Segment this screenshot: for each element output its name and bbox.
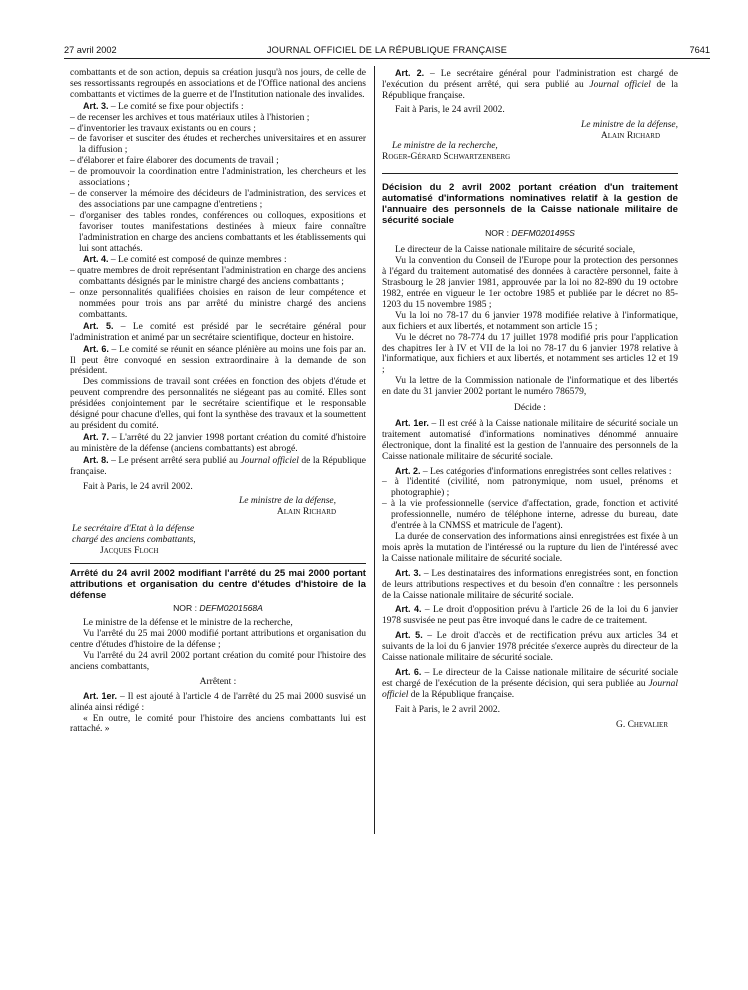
- decision-preamble: Le directeur de la Caisse nationale militaire de sécurité sociale,: [395, 245, 636, 256]
- journal-officiel-ref: Journal officiel: [382, 678, 678, 700]
- article-4-label: Art. 4.: [83, 254, 109, 265]
- decision-visa: Vu la lettre de la Commission nationale de l'informatique et des libertés en date du 31 janvier 2002 portant le numéro 786579,: [382, 376, 678, 398]
- article-7: [70, 432, 366, 455]
- decision-article-5-text: – Le droit d'accès et de rectification prévu aux articles 34 et suivants de la loi du 6 janvier 1978 précitée s'exerce auprès du directeur de la Caisse nationale militaire de sécurité sociale.: [382, 631, 678, 664]
- article-5: [70, 321, 366, 344]
- article-6: [70, 344, 366, 378]
- list-item: – quatre membres de droit représentant l'administration en charge des anciens combattants désignés par le ministre chargé des anciens combattants ;: [70, 266, 366, 288]
- arrete-preamble: Le ministre de la défense et le ministre de la recherche,: [83, 618, 293, 629]
- article-5-text: – Le comité est présidé par le secrétaire général pour l'administration et animé par un secrétaire scientifique, docteur en histoire.: [70, 321, 366, 343]
- article-5-label: Art. 5.: [83, 320, 114, 331]
- decision-article-5: [382, 630, 678, 664]
- signature-date: Fait à Paris, le 2 avril 2002.: [395, 704, 501, 715]
- decision-article-1: [382, 418, 678, 463]
- nor-label: NOR :: [173, 603, 200, 614]
- signatory-title: chargé des anciens combattants,: [72, 535, 196, 546]
- signatory-name: Jacques Floch: [100, 546, 159, 557]
- decision-article-2: [382, 466, 678, 478]
- arretent: Arrêtent :: [199, 676, 237, 687]
- decision-article-6-label: Art. 6.: [395, 666, 422, 677]
- decide: Décide :: [514, 403, 546, 414]
- journal-officiel-ref: Journal officiel: [240, 455, 299, 466]
- decision-article-3: [382, 568, 678, 602]
- running-header: [64, 44, 710, 59]
- arrete-visa: Vu l'arrêté du 24 avril 2002 portant création du comité pour l'histoire des anciens combattants,: [70, 650, 366, 672]
- decision-article-6-text: – Le directeur de la Caisse nationale militaire de sécurité sociale est chargé de l'exécution de la présente décision, qui sera publiée au: [382, 667, 678, 689]
- decision-visa: Vu le décret no 78-774 du 17 juillet 1978 modifié pris pour l'application des chapitres Ier à IV et VII de la loi no 78-17 du 6 janvier 1978 relative à l'informatique, aux fichiers et aux libertés, et notamment ses articles 12 et 19 ;: [382, 332, 678, 376]
- article-7-label: Art. 7.: [83, 431, 109, 442]
- article-2-text: – Le secrétaire général pour l'administration est chargé de l'exécution du présent arrêté, qui sera publié au: [382, 69, 678, 90]
- article-3-list: [70, 113, 366, 255]
- section-separator: [382, 173, 678, 174]
- decision-article-2-paragraph-2: La durée de conservation des informations ainsi enregistrées est fixée à un mois après la mutation de l'intéressé ou la rupture du lien de l'intéressé avec la Caisse nationale militaire de sécurité sociale.: [382, 532, 678, 564]
- column-divider: [374, 66, 375, 834]
- article-8-label: Art. 8.: [83, 454, 109, 465]
- arrete-quote: « En outre, le comité pour l'histoire des anciens combattants lui est rattaché. »: [70, 713, 366, 735]
- list-item: – de promouvoir la coordination entre l'administration, les chercheurs et les associations ;: [70, 167, 366, 189]
- signatory-title: Le ministre de la défense,: [580, 119, 678, 130]
- article-6-label: Art. 6.: [83, 343, 109, 354]
- article-3: [70, 101, 366, 113]
- left-column: [70, 68, 366, 735]
- article-3-text: – Le comité se fixe pour objectifs :: [108, 101, 244, 112]
- article-4-text: – Le comité est composé de quinze membres :: [108, 255, 287, 266]
- list-item: – à l'identité (civilité, nom patronymique, nom usuel, prénoms et photographie) ;: [382, 477, 678, 499]
- arrete-article-1: [70, 691, 366, 714]
- header-title: JOURNAL OFFICIEL DE LA RÉPUBLIQUE FRANÇAISE: [266, 45, 508, 55]
- article-8: [70, 455, 366, 478]
- signatory-name: G. Chevalier: [615, 719, 668, 730]
- decision-visa: Vu la convention du Conseil de l'Europe pour la protection des personnes à l'égard du traitement automatisé des données à caractère personnel, faite à Strasbourg le 28 janvier 1981, approuvée par la loi no 82-890 du 19 octobre 1982, entrée en vigueur le 1er octobre 1985 et publiée par le décret no 85-1203 du 15 novembre 1985 ;: [382, 256, 678, 310]
- signatory-title: Le secrétaire d'Etat à la défense: [72, 524, 195, 535]
- decision-article-1-text: – Il est créé à la Caisse nationale militaire de sécurité sociale un traitement automatisé d'informations nominatives dénommé annuaire électronique, dont la finalité est la gestion de l'annuaire des personnels de la Caisse nationale militaire de sécurité sociale.: [382, 418, 678, 462]
- nor-code: DEFM0201568A: [199, 603, 263, 614]
- decision-article-3-label: Art. 3.: [395, 567, 421, 578]
- list-item: – d'organiser des tables rondes, conférences ou colloques, expositions et favoriser toutes manifestations destinées à mieux faire connaître l'administration en charge des anciens combattants et les établissements qui lui sont attachés.: [70, 210, 366, 254]
- decision-article-2-label: Art. 2.: [395, 465, 421, 476]
- section-separator: [70, 563, 366, 564]
- decision-article-5-label: Art. 5.: [395, 630, 423, 641]
- signatory-name: Roger-Gérard Schwartzenberg: [382, 152, 511, 163]
- arrete-heading: Arrêté du 24 avril 2002 modifiant l'arrêté du 25 mai 2000 portant attributions et organisation du centre d'études d'histoire de la défense: [70, 567, 366, 601]
- arrete-article-1-text: – Il est ajouté à l'article 4 de l'arrêté du 25 mai 2000 susvisé un alinéa ainsi rédigé :: [70, 691, 366, 713]
- signature-date: Fait à Paris, le 24 avril 2002.: [395, 104, 505, 115]
- continued-paragraph: combattants et de son action, depuis sa création jusqu'à nos jours, de celle de ses ressortissants regroupés en associations et de l'Office national des anciens combattants et victimes de la guerre et de l'Institution nationale des invalides.: [70, 68, 366, 100]
- article-2-label: Art. 2.: [395, 68, 425, 78]
- decision-article-4-text: – Le droit d'opposition prévu à l'article 26 de la loi du 6 janvier 1978 susvisée ne peut pas être invoqué dans le cadre de ce traitement.: [382, 605, 678, 627]
- signature-date: Fait à Paris, le 24 avril 2002.: [83, 481, 193, 492]
- signatory-name: Alain Richard: [276, 507, 336, 518]
- header-date: 27 avril 2002: [64, 45, 117, 55]
- article-7-text: – L'arrêté du 22 janvier 1998 portant création du comité d'histoire au ministère de la défense (anciens combattants) est abrogé.: [70, 432, 366, 454]
- nor-code: DEFM0201495S: [511, 228, 575, 239]
- decision-article-2-text: – Les catégories d'informations enregistrées sont celles relatives :: [420, 466, 672, 477]
- signatory-name: Alain Richard: [600, 130, 660, 141]
- arrete-visa: Vu l'arrêté du 25 mai 2000 modifié portant attributions et organisation du centre d'études d'histoire de la défense ;: [70, 629, 366, 651]
- decision-article-1-label: Art. 1er.: [395, 417, 429, 428]
- decision-article-6: [382, 667, 678, 701]
- header-page-number: 7641: [689, 45, 710, 55]
- article-8-text: – Le présent arrêté sera publié au: [108, 455, 241, 466]
- article-3-label: Art. 3.: [83, 100, 109, 111]
- article-6-paragraph-2: Des commissions de travail sont créées en fonction des objets d'étude et peuvent comprendre des personnalités ne siégeant pas au comité. Elles sont présidées conjointement par le secrétaire scientifique et le responsable désigné pour chacune d'elles, qui font la synthèse des travaux et la soumettent au président du comité.: [70, 377, 366, 431]
- decision-heading: Décision du 2 avril 2002 portant création d'un traitement automatisé d'informations nominatives relatif à la gestion de l'annuaire des personnels de la Caisse nationale militaire de sécurité sociale: [382, 182, 678, 226]
- list-item: – de recenser les archives et tous matériaux utiles à l'historien ;: [70, 112, 310, 123]
- list-item: – de favoriser et susciter des études et recherches universitaires et en assurer la diffusion ;: [70, 134, 366, 156]
- decision-article-4-label: Art. 4.: [395, 604, 422, 615]
- decision-article-4: [382, 604, 678, 627]
- arrete-nor: [70, 603, 366, 614]
- article-4: [70, 254, 366, 266]
- list-item: – de conserver la mémoire des décideurs de l'administration, des services et des associations par une campagne d'entretiens ;: [70, 188, 366, 210]
- list-item: – d'élaborer et faire élaborer des documents de travail ;: [70, 156, 279, 167]
- journal-officiel-ref: Journal officiel: [589, 79, 651, 90]
- nor-label: NOR :: [485, 228, 512, 239]
- decision-article-6-text-end: de la République française.: [408, 689, 515, 700]
- article-4-list: [70, 266, 366, 321]
- list-item: – à la vie professionnelle (service d'affectation, grade, fonction et activité professionnelle, numéro de téléphone interne, adresse du bureau, date d'entrée à la CNMSS et matricule de l'agent).: [382, 499, 678, 532]
- signatory-title: Le ministre de la recherche,: [392, 141, 498, 152]
- signatory-title: Le ministre de la défense,: [238, 496, 336, 507]
- decision-visa: Vu la loi no 78-17 du 6 janvier 1978 modifiée relative à l'informatique, aux fichiers et aux libertés, et notamment son article 15 ;: [382, 310, 678, 332]
- article-6-text: – Le comité se réunit en séance plénière au moins une fois par an. Il peut être convoqué en session extraordinaire à la demande de son président.: [70, 344, 366, 377]
- right-column: [382, 68, 678, 731]
- decision-article-3-text: – Les destinataires des informations enregistrées sont, en fonction de leurs attributions respectives et du besoin d'en connaître : les personnels de la Caisse nationale militaire de sécurité sociale.: [382, 568, 678, 601]
- article-2-text-end: de la République française.: [382, 79, 678, 101]
- article-2: [382, 68, 678, 102]
- decision-nor: [382, 228, 678, 239]
- article-8-text-end: de la République française.: [70, 455, 367, 477]
- decision-article-2-list: [382, 477, 678, 532]
- list-item: – d'inventorier les travaux existants ou en cours ;: [70, 123, 256, 134]
- list-item: – onze personnalités qualifiées choisies en raison de leur compétence et nommées pour trois ans par arrêté du ministre chargé des anciens combattants.: [70, 288, 366, 320]
- arrete-article-1-label: Art. 1er.: [83, 690, 118, 701]
